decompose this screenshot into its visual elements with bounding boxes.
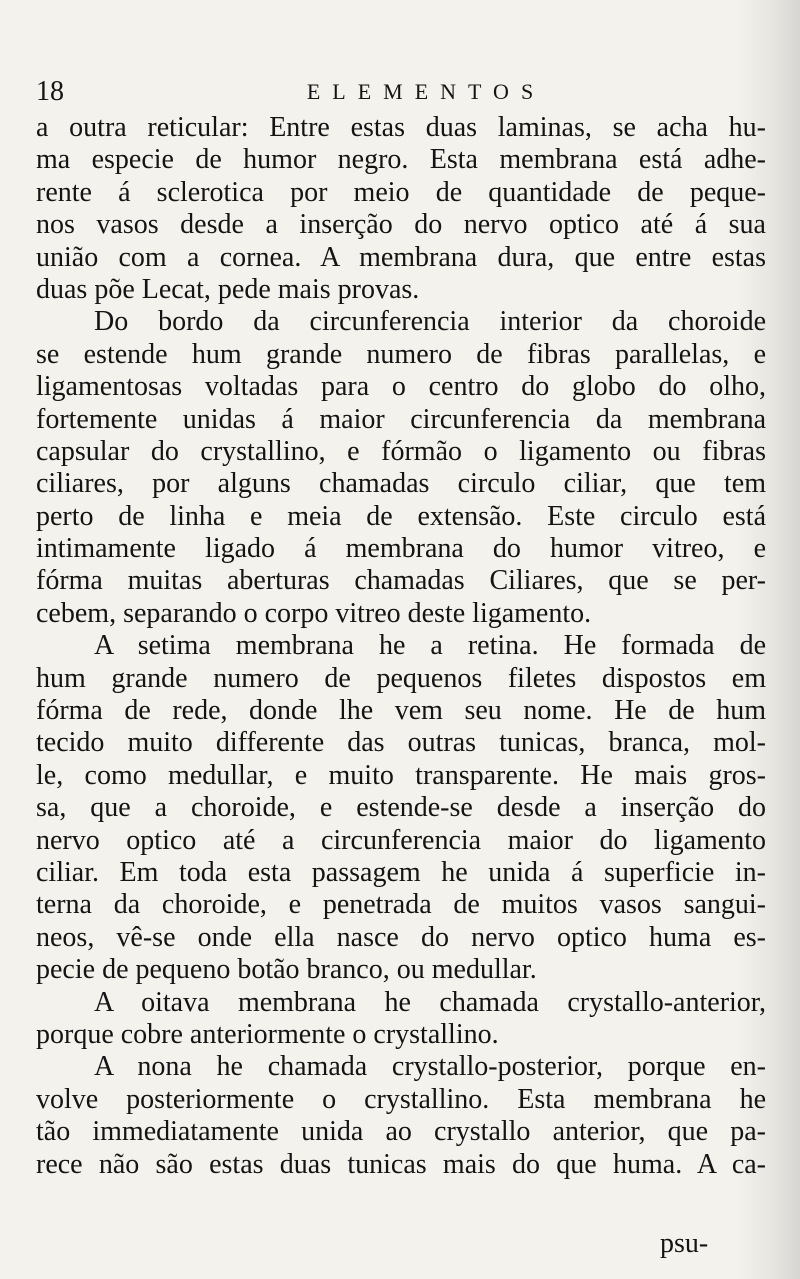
text-line: A oitava membrana he chamada crystallo-anterior, <box>94 986 766 1018</box>
text-line: rece não são estas duas tunicas mais do que huma. A ca- <box>36 1148 766 1180</box>
text-line: tão immediatamente unida ao crystallo anterior, que pa- <box>36 1116 766 1148</box>
catchword: psu- <box>660 1228 709 1259</box>
page-number: 18 <box>36 76 64 107</box>
text-line: tecido muito differente das outras tunicas, branca, mol- <box>36 727 766 759</box>
text-line: fórma muitas aberturas chamadas Ciliares, que se per- <box>36 565 766 597</box>
text-line: nervo optico até a circunferencia maior do ligamento <box>36 824 766 856</box>
text-line: duas põe Lecat, pede mais provas. <box>36 273 420 305</box>
text-line: A nona he chamada crystallo-posterior, porque en- <box>94 1051 766 1083</box>
text-line: fortemente unidas á maior circunferencia da membrana <box>36 403 766 435</box>
text-line: fórma de rede, donde lhe vem seu nome. He de hum <box>36 695 766 727</box>
text-line: le, como medullar, e muito transparente. He mais gros- <box>36 759 766 791</box>
text-line: rente á sclerotica por meio de quantidade de peque- <box>36 176 766 208</box>
text-line: ciliares, por alguns chamadas circulo ciliar, que tem <box>36 468 766 500</box>
running-head: ELEMENTOS <box>306 79 546 104</box>
text-line: terna da choroide, e penetrada de muitos vasos sangui- <box>36 889 766 921</box>
body-text <box>36 112 766 1181</box>
page-header <box>36 72 776 112</box>
text-line: volve posteriormente o crystallino. Esta membrana he <box>36 1083 766 1115</box>
text-line: a outra reticular: Entre estas duas laminas, se acha hu- <box>36 112 766 143</box>
text-line: sa, que a choroide, e estende-se desde a inserção do <box>36 792 766 824</box>
text-line: nos vasos desde a inserção do nervo optico até á sua <box>36 209 766 241</box>
text-line: perto de linha e meia de extensão. Este circulo está <box>36 500 766 532</box>
text-line: neos, vê-se onde ella nasce do nervo optico huma es- <box>36 921 766 953</box>
text-line: se estende hum grande numero de fibras parallelas, e <box>36 338 766 370</box>
text-line: capsular do crystallino, e fórmão o ligamento ou fibras <box>36 435 766 467</box>
text-line: ciliar. Em toda esta passagem he unida á superficie in- <box>36 856 766 888</box>
text-line: A setima membrana he a retina. He formada de <box>94 630 766 662</box>
text-line: união com a cornea. A membrana dura, que entre estas <box>36 241 766 273</box>
text-line: ligamentosas voltadas para o centro do globo do olho, <box>36 371 766 403</box>
text-line: pecie de pequeno botão branco, ou medullar. <box>36 954 537 986</box>
text-line: Do bordo da circunferencia interior da choroide <box>94 306 766 338</box>
text-line: ma especie de humor negro. Esta membrana está adhe- <box>36 144 766 176</box>
text-line: intimamente ligado á membrana do humor vitreo, e <box>36 533 766 565</box>
text-line: porque cobre anteriormente o crystallino. <box>36 1018 499 1050</box>
text-line: cebem, separando o corpo vitreo deste ligamento. <box>36 597 592 629</box>
text-line: hum grande numero de pequenos filetes dispostos em <box>36 662 766 694</box>
